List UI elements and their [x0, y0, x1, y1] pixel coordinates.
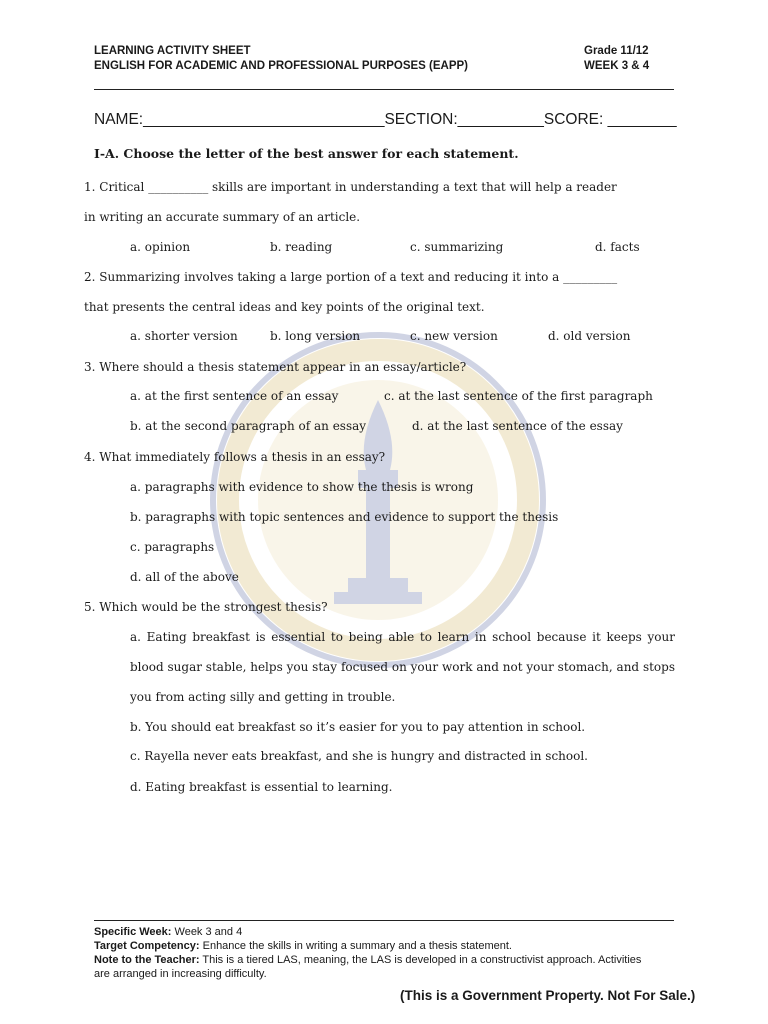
week-label: WEEK 3 & 4	[584, 60, 650, 72]
header-divider	[94, 89, 674, 90]
question-3-option-b: b. at the second paragraph of an essay	[130, 419, 367, 433]
footer-note-label: Note to the Teacher:	[94, 954, 200, 966]
question-1-option-c: c. summarizing	[410, 240, 504, 254]
question-2-option-a: a. shorter version	[130, 329, 238, 343]
instruction-heading: I-A. Choose the letter of the best answer for each statement.	[94, 146, 519, 161]
question-3: 3. Where should a thesis statement appear in an essay/article?	[84, 360, 467, 374]
question-2-option-b: b. long version	[270, 329, 361, 343]
question-5-option-a: a. Eating breakfast is essential to being able to learn in school because it keeps your blood sugar stable, helps you stay focused on your work and not your stomach, and stops you from acting silly and getting in trouble.	[130, 630, 675, 704]
footer-competency-label: Target Competency:	[94, 940, 200, 952]
sheet-header	[94, 44, 674, 74]
question-1-line-2: in writing an accurate summary of an article.	[84, 210, 361, 224]
grade-level: Grade 11/12	[584, 45, 649, 57]
sheet-footer	[94, 925, 654, 981]
footer-note-value: This is a tiered LAS, meaning, the LAS is developed in a constructivist approach. Activities are arranged in increasing difficulty.	[94, 954, 642, 980]
question-1-option-b: b. reading	[270, 240, 333, 254]
question-5-option-d: d. Eating breakfast is essential to learning.	[130, 780, 393, 794]
question-3-option-a: a. at the first sentence of an essay	[130, 389, 339, 403]
question-4: 4. What immediately follows a thesis in an essay?	[84, 450, 386, 464]
footer-week	[94, 925, 654, 939]
sheet-title: LEARNING ACTIVITY SHEET	[94, 45, 251, 57]
question-1-option-a: a. opinion	[130, 240, 191, 254]
question-4-option-a: a. paragraphs with evidence to show the thesis is wrong	[130, 480, 474, 494]
footer-week-value: Week 3 and 4	[174, 926, 243, 938]
question-3-option-d: d. at the last sentence of the essay	[412, 419, 623, 433]
question-2-option-c: c. new version	[410, 329, 498, 343]
question-2-line-2: that presents the central ideas and key points of the original text.	[84, 300, 485, 314]
footer-divider	[94, 920, 674, 921]
question-1-option-d: d. facts	[595, 240, 640, 254]
footer-competency	[94, 939, 654, 953]
question-3-option-c: c. at the last sentence of the first paragraph	[384, 389, 653, 403]
footer-note	[94, 953, 654, 981]
footer-competency-value: Enhance the skills in writing a summary and a thesis statement.	[202, 940, 512, 952]
question-2-line-1: 2. Summarizing involves taking a large portion of a text and reducing it into a _________	[84, 270, 618, 284]
subject-title: ENGLISH FOR ACADEMIC AND PROFESSIONAL PURPOSES (EAPP)	[94, 60, 468, 72]
question-4-option-b: b. paragraphs with topic sentences and evidence to support the thesis	[130, 510, 559, 524]
question-4-option-c: c. paragraphs	[130, 540, 215, 554]
footer-week-label: Specific Week:	[94, 926, 172, 938]
government-property-notice: (This is a Government Property. Not For Sale.)	[400, 988, 696, 1003]
question-5: 5. Which would be the strongest thesis?	[84, 600, 328, 614]
question-5-option-c: c. Rayella never eats breakfast, and she is hungry and distracted in school.	[130, 749, 588, 763]
question-2-option-d: d. old version	[548, 329, 631, 343]
question-1-line-1: 1. Critical __________ skills are important in understanding a text that will help a reader	[84, 180, 617, 194]
name-section-score-line: NAME:____________________________SECTION:__________SCORE: ________	[94, 111, 677, 128]
question-5-option-b: b. You should eat breakfast so it’s easier for you to pay attention in school.	[130, 720, 586, 734]
question-4-option-d: d. all of the above	[130, 570, 239, 584]
